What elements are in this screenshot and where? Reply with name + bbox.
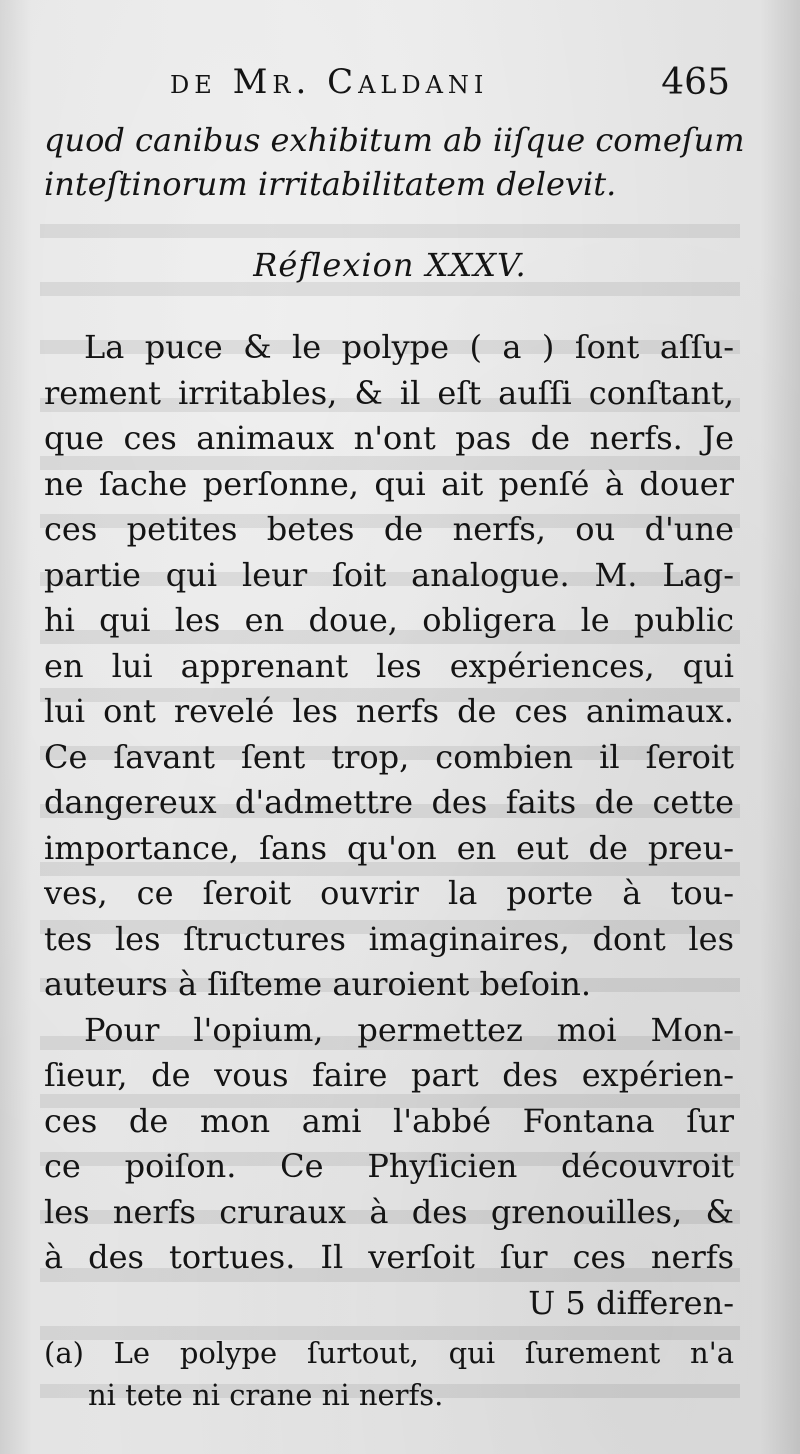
text-line: ces petites betes de nerfs, ou d'une (44, 510, 734, 548)
text-line: tes les ſtructures imaginaires, dont les (44, 919, 734, 958)
text-line: en lui apprenant les expériences, qui (44, 646, 734, 685)
text-line: dangereux d'admettre des faits de cette (44, 783, 734, 821)
text-line: Pour l'opium, permettez moi Mon- (84, 1010, 734, 1049)
text-line: ces de mon ami l'abbé Fontana ſur (44, 1101, 734, 1140)
page-number: 465 (661, 62, 730, 103)
text-line: rement irritables, & il eſt auſſi conſtant, (44, 373, 734, 412)
text-line: partie qui leur ſoit analogue. M. Lag- (44, 555, 734, 594)
text-line: ce poiſon. Ce Phyſicien découvroit (44, 1147, 734, 1185)
text-line: hi qui les en doue, obligera le public (44, 601, 734, 639)
catchword-line: U 5 differen- (528, 1283, 734, 1322)
latin-quote (44, 118, 745, 206)
text-line: lui ont revelé les nerfs de ces animaux. (44, 692, 734, 730)
text-line: les nerfs cruraux à des grenouilles, & (44, 1192, 734, 1231)
text-line: à des tortues. Il verſoit ſur ces nerfs (44, 1238, 734, 1276)
section-title: Réflexion XXXV. (253, 246, 527, 284)
body-text (44, 325, 734, 1326)
text-line: ves, ce ſeroit ouvrir la porte à tou- (44, 874, 734, 912)
text-line: La puce & le polype ( a ) ſont aſſu- (84, 328, 734, 366)
text-line: ne ſache perſonne, qui ait penſé à douer (44, 464, 734, 503)
footnote-line: (a) Le polype ſurtout, qui ſurement n'a (44, 1336, 734, 1370)
text-line: ſieur, de vous faire part des expérien- (44, 1056, 734, 1094)
footnote (44, 1332, 734, 1416)
footnote-line: ni tete ni crane ni nerfs. (88, 1378, 444, 1412)
running-head: de Mr. Caldani (170, 62, 489, 102)
text-line: que ces animaux n'ont pas de nerfs. Je (44, 419, 734, 457)
text-line: importance, ſans qu'on en eut de preu- (44, 828, 734, 867)
text-line: Ce ſavant ſent trop, combien il ſeroit (44, 737, 734, 776)
page-header (170, 62, 730, 112)
text-line: auteurs à ſiſteme auroient beſoin. (44, 965, 592, 1003)
latin-quote-line: quod canibus exhibitum ab iiſque comeſum (44, 121, 745, 159)
latin-quote-line: inteſtinorum irritabilitatem delevit. (44, 165, 617, 203)
